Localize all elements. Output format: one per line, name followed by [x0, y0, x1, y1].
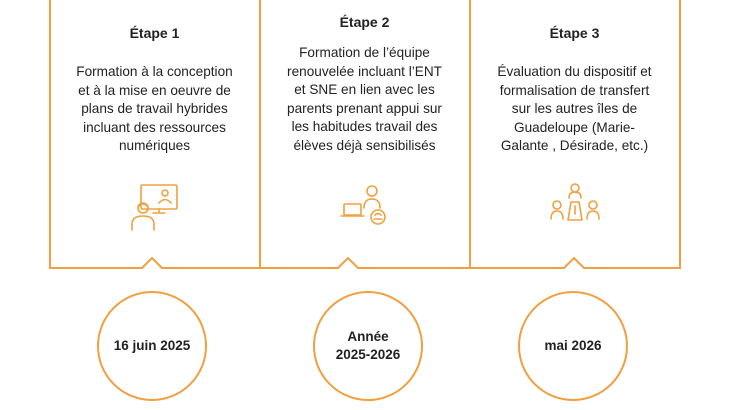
stage-1-line-3: plans de travail hybrides: [81, 101, 228, 116]
stage-1-line-4: incluant des ressources: [83, 119, 226, 135]
stage-2-title: Étape 2: [339, 14, 390, 30]
stage-2-line-2: renouvelée incluant l’ENT: [287, 63, 442, 79]
stage-2-line-4: parents prenant appui sur: [287, 100, 442, 116]
stage-1-description: [52, 63, 257, 156]
stage-1-line-1: Formation à la conception: [76, 64, 233, 79]
stage-2-date-circle: [313, 291, 423, 401]
stage-2-description: [262, 44, 467, 155]
stage-3-line-4: Guadeloupe (Marie-: [514, 119, 635, 135]
stage-1-line-2: et à la mise en oeuvre de: [78, 82, 231, 98]
stage-2-date-line-2: 2025-2026: [335, 347, 401, 362]
stage-2-date-line-1: Année: [347, 329, 389, 344]
stage-2-line-3: et SNE en lien avec les: [294, 82, 435, 97]
stage-1-date-circle: [97, 291, 207, 401]
stage-3-description: [472, 63, 677, 156]
meeting-table-icon: [548, 182, 602, 222]
stage-3-date: mai 2026: [544, 338, 602, 353]
laptop-user-icon: [338, 184, 392, 224]
stage-1-line-5: numériques: [118, 138, 191, 153]
stage-3-title: Étape 3: [549, 25, 600, 41]
stage-1-date: 16 juin 2025: [113, 338, 191, 353]
stage-3-line-3: sur les autres îles de: [511, 101, 638, 116]
stage-2-line-5: les habitudes travail des: [291, 119, 438, 134]
stage-2-line-1: Formation de l’équipe: [299, 45, 430, 60]
stage-3-line-2: formalisation de transfert: [499, 82, 650, 98]
stage-2-line-6: élèves déjà sensibilisés: [293, 137, 436, 153]
stage-3-line-5: Galante , Désirade, etc.): [500, 138, 649, 153]
stage-1-title: Étape 1: [129, 25, 180, 41]
teacher-screen-icon: [127, 184, 181, 224]
stage-3-date-circle: [518, 291, 628, 401]
stage-3-line-1: Évaluation du dispositif et: [497, 64, 652, 79]
